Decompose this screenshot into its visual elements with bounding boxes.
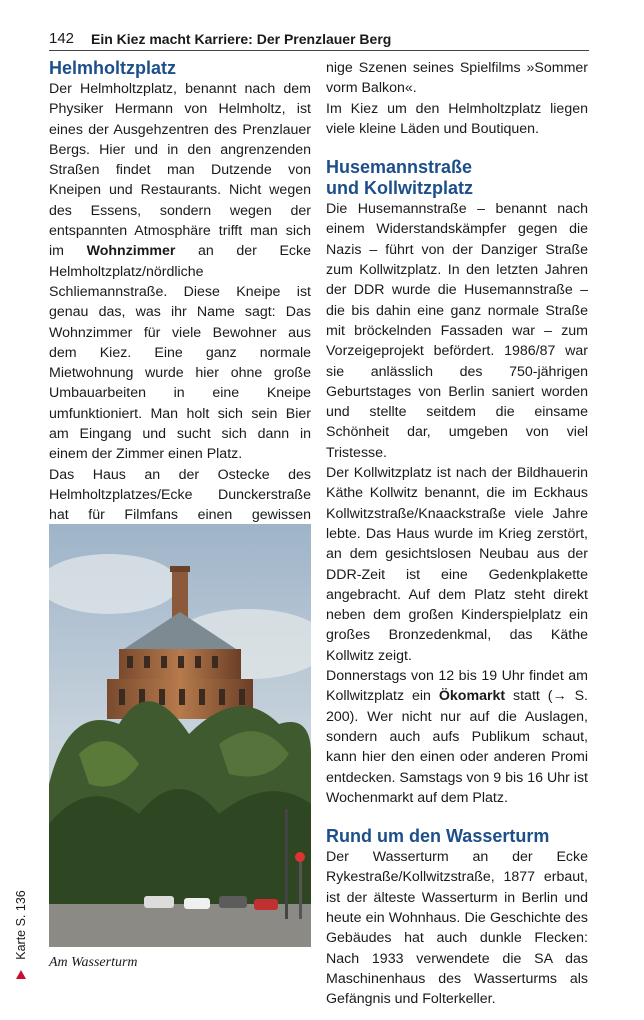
- paragraph-oekomarkt: Donnerstags von 12 bis 19 Uhr findet am Kollwitzplatz ein Ökomarkt statt (→ S. 200). Wer nicht nur auf die Auslagen, sondern auch aufs Publikum schaut, kann hier den einen oder anderen Promi entdecken. Samstags von 9 bis 16 Uhr ist Wochenmarkt auf dem Platz.: [326, 668, 588, 806]
- photo-wasserturm: [49, 524, 311, 947]
- paragraph-ostecke: Das Haus an der Ostecke des Helmholtzplatzes/Ecke Dunckerstraße hat für Filmfans einen gewissen: [49, 466, 311, 524]
- paragraph-wasserturm: Der Wasserturm an der Ecke Rykestraße/Kollwitzstraße, 1877 erbaut, ist der älteste Wasserturm in Berlin und heute ein Wohnhaus. Die Geschichte des Gebäudes hat auch dunkle Flecken: Nach 1933 verwendete die SA das Maschinenhaus des Wasserturms als Gefängnis und Folterkeller.: [326, 849, 588, 1008]
- left-column: [49, 58, 311, 566]
- page-header: [49, 28, 589, 51]
- paragraph-helmholtzplatz: Der Helmholtzplatz, benannt nach dem Physiker Hermann von Helmholtz, ist eines der Ausgehzentren des Prenzlauer Bergs. Hier und in den angrenzenden Straßen findet man Dutzende von Kneipen und Restaurants. Nicht wegen des Essens, sondern wegen der entspannten Atmosphäre trifft man sich im Wohnzimmer an der Ecke Helmholtzplatz/nördliche Schliemannstraße. Diese Kneipe ist genau das, was ihr Name sagt: Das Wohnzimmer für viele Bewohner aus dem Kiez. Eine ganz normale Mietwohnung wurde hier ohne große Umbauarbeiten in eine Kneipe umfunktioniert. Man holt sich sein Bier am Eingang und sucht sich dann in einem der Zimmer einen Platz.: [49, 81, 311, 463]
- bold-oekomarkt: Ökomarkt: [438, 688, 506, 705]
- paragraph-sommer-vorm-balkon: nige Szenen seines Spielfilms »Sommer vorm Balkon«.: [326, 60, 588, 97]
- triangle-marker-icon: [16, 970, 26, 979]
- bold-wohnzimmer: Wohnzimmer: [86, 243, 176, 260]
- running-head: Ein Kiez macht Karriere: Der Prenzlauer Berg: [91, 31, 392, 47]
- paragraph-laeden: Im Kiez um den Helmholtzplatz liegen viele kleine Läden und Boutiquen.: [326, 100, 588, 137]
- heading-helmholtzplatz: Helmholtzplatz: [49, 58, 177, 78]
- map-reference-text: Karte S. 136: [14, 890, 28, 960]
- heading-wasserturm: Rund um den Wasserturm: [326, 826, 550, 847]
- wasserturm-illustration: [49, 524, 311, 947]
- heading-husemannstrasse: Husemannstraße und Kollwitzplatz: [326, 157, 473, 199]
- photo-caption: Am Wasserturm: [49, 955, 138, 970]
- page-number: 142: [49, 30, 75, 47]
- paragraph-kollwitzplatz: Der Kollwitzplatz ist nach der Bildhauerin Käthe Kollwitz benannt, die im Eckhaus Kollwitzstraße/Knaackstraße viele Jahre lebte. Das Haus wurde im Krieg zerstört, an dem gesichtslosen Neubau aus der DDR-Zeit ist eine Gedenkplakette angebracht. Auf dem Platz steht direkt neben dem großen Kinderspielplatz ein großes Bronzedenkmal, das Käthe Kollwitz zeigt.: [326, 465, 588, 664]
- right-column: [326, 58, 588, 1009]
- paragraph-husemannstrasse: Die Husemannstraße – benannt nach einem Widerstandskämpfer gegen die Nazis – führt von der Danziger Straße zum Kollwitzplatz. In den letzten Jahren der DDR wurde die Husemannstraße – die bis dahin eine ganz normale Straße mit bröckelnden Fassaden war – zum Vorzeigeprojekt befördert. 1986/87 war sie anlässlich des 750-jährigen Geburtstages von Berlin saniert worden und stellte seitdem die einsame Schönheit dar, umgeben von viel Tristesse.: [326, 201, 588, 461]
- map-reference: [11, 870, 31, 980]
